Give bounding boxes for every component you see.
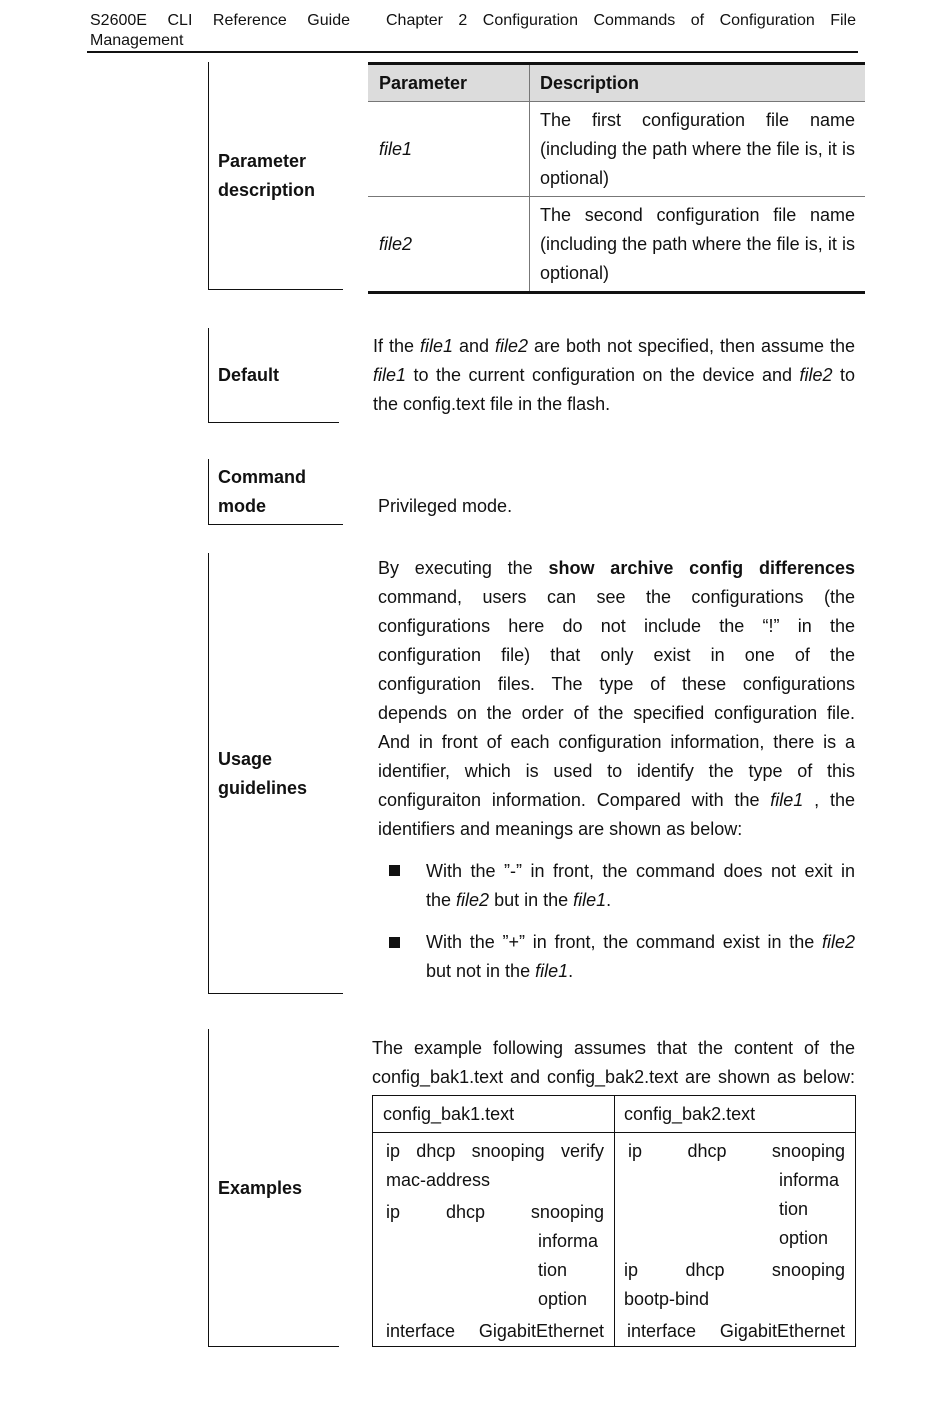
examples-intro: The example following assumes that the content of the config_bak1.text and config_bak2.text are shown as below: (372, 1038, 855, 1087)
command-name: show archive config differences (548, 558, 855, 578)
usage-label-hline (208, 993, 343, 994)
usage-guidelines-label: Usage guidelines (218, 749, 308, 798)
col2-header: config_bak2.text (624, 1104, 756, 1124)
desc-col-header: Description (530, 64, 866, 102)
table-row (368, 197, 865, 293)
config-comparison-table: config_bak1.text config_bak2.text ip dhcp snooping verify mac-address ip dhcp snooping informa tion option interface GigabitEthernet ip dhcp snooping informa tion option ip dhcp snooping bootp-bind interface GigabitEthernet (372, 1095, 856, 1347)
examples-label-vline (208, 1029, 209, 1347)
list-item: ip dhcp snooping verify (386, 1141, 604, 1161)
bullet-icon (389, 865, 400, 876)
param-desc: The second configuration file name (including the path where the file is, it is optional) (530, 197, 866, 293)
default-label: Default (218, 365, 280, 385)
bullet-icon (389, 937, 400, 948)
list-item: interface GigabitEthernet (627, 1321, 845, 1341)
examples-label-hline (208, 1346, 339, 1347)
default-text: If the file1 and file2 are both not specified, then assume the file1 to the current configuration on the device and file2 to the config.text file in the flash. (373, 336, 855, 414)
param-desc: The first configuration file name (including the path where the file is, it is optional) (530, 102, 866, 197)
table-row (368, 102, 865, 197)
bullet-item-1: With the ”-” in front, the command does not exit in the file2 but in the file1. (426, 861, 855, 910)
list-item: ip dhcp snooping (624, 1260, 845, 1280)
param-col-header: Parameter (368, 64, 530, 102)
command-mode-text: Privileged mode. (378, 496, 513, 516)
header-rule (87, 51, 858, 53)
param-description-label: Parameter description (218, 151, 316, 200)
cmdmode-label-hline (208, 524, 343, 525)
bullet-item-2: With the ”+” in front, the command exist in the file2 but not in the file1. (426, 932, 855, 981)
header-left: S2600E CLI Reference Guide (90, 12, 350, 29)
param-name: file2 (379, 233, 413, 254)
default-label-vline (208, 328, 209, 423)
examples-label: Examples (218, 1178, 303, 1198)
list-item: interface GigabitEthernet (386, 1321, 604, 1341)
parameter-table (368, 62, 865, 294)
header-right: Chapter 2 Configuration Commands of Configuration File (386, 12, 856, 29)
col1-header: config_bak1.text (383, 1104, 515, 1124)
param-label-hline (208, 289, 343, 290)
list-item: ip dhcp snooping (386, 1202, 604, 1222)
cmdmode-label-vline (208, 459, 209, 525)
param-name: file1 (379, 138, 413, 159)
list-item: mac-address (386, 1170, 491, 1190)
command-mode-label: Command mode (218, 467, 307, 516)
usage-guidelines-text: By executing the show archive config differences command, users can see the configurations (the configurations here do not include the “!” in the configuration file) that only exist in one of the configuration files. The type of these configurations depends on the order of the specified configuration file. And in front of each configuration information, there is a identifier, which is used to identify the type of this configuraiton information. Compared with the file1 , the identifiers and meanings are shown as below: (378, 558, 855, 839)
usage-label-vline (208, 553, 209, 994)
default-label-hline (208, 422, 339, 423)
header-right-continued: Management (90, 32, 184, 49)
list-item: ip dhcp snooping (628, 1141, 845, 1161)
param-label-vline (208, 62, 209, 290)
